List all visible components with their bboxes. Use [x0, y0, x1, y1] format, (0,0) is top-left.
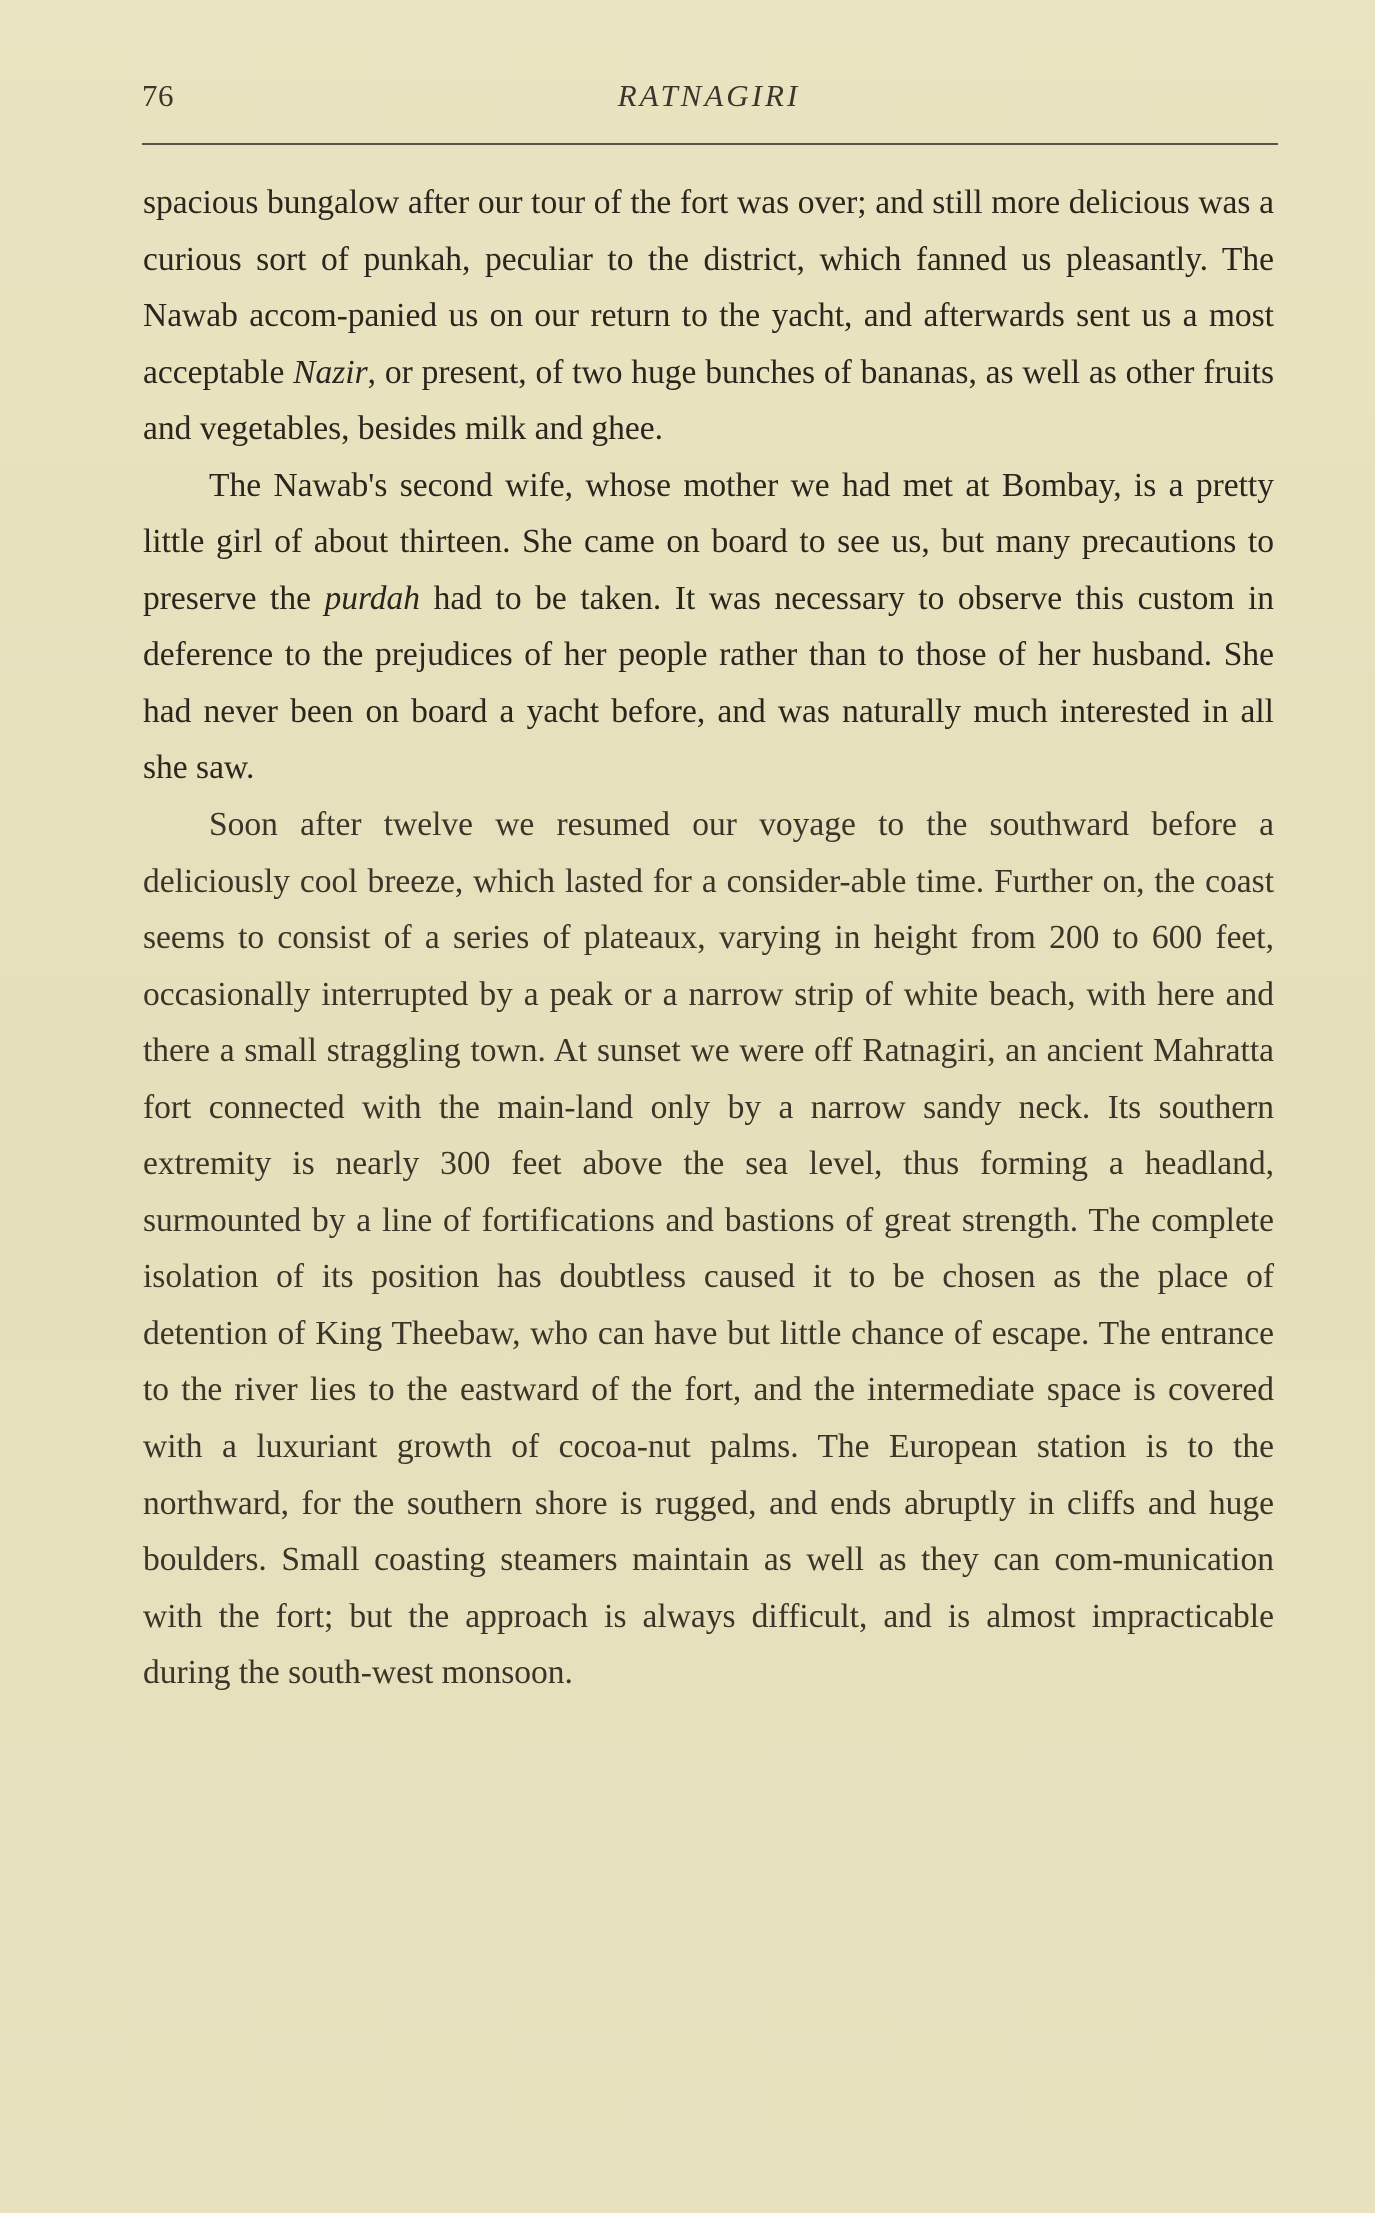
- paragraph-2-text-b: had to be taken. It was necessary to observe this custom in deference to the prejudices of her people rather than to those of her husband. She had never been on board a yacht before, and was naturally much interested in all she saw.: [143, 579, 1274, 787]
- running-head: RATNAGIRI: [617, 78, 801, 113]
- paragraph-1: [143, 175, 1274, 458]
- paragraph-1-text-a: spacious bungalow after our tour of the fort was over; and still more delicious was a curious sort of punkah, peculiar to the district, which fanned us pleasantly. The Nawab accom-panied us on our return to the yacht, and afterwards sent us a most acceptable: [143, 184, 1274, 391]
- page-header: [142, 78, 1276, 124]
- page-number: 76: [142, 78, 174, 113]
- header-rule: [142, 143, 1278, 145]
- paragraph-2: [143, 458, 1274, 797]
- paragraph-2-italic-term: purdah: [324, 579, 421, 617]
- body-text: [143, 175, 1274, 1702]
- paragraph-1-italic-term: Nazir: [293, 353, 368, 391]
- paragraph-2-text-a: The Nawab's second wife, whose mother we had met at Bombay, is a pretty little girl of about thirteen. She came on board to see us, but many precautions to preserve the: [143, 466, 1274, 617]
- paragraph-3: Soon after twelve we resumed our voyage to the southward before a deliciously cool breeze, which lasted for a consider-able time. Further on, the coast seems to consist of a series of plateaux, varying in height from 200 to 600 feet, occasionally interrupted by a peak or a narrow strip of white beach, with here and there a small straggling town. At sunset we were off Ratnagiri, an ancient Mahratta fort connected with the main-land only by a narrow sandy neck. Its southern extremity is nearly 300 feet above the sea level, thus forming a headland, surmounted by a line of fortifications and bastions of great strength. The complete isolation of its position has doubtless caused it to be chosen as the place of detention of King Theebaw, who can have but little chance of escape. The entrance to the river lies to the eastward of the fort, and the intermediate space is covered with a luxuriant growth of cocoa-nut palms. The European station is to the northward, for the southern shore is rugged, and ends abruptly in cliffs and huge boulders. Small coasting steamers maintain as well as they can com-munication with the fort; but the approach is always difficult, and is almost impracticable during the south-west monsoon.: [143, 806, 1274, 1692]
- paragraph-1-text-b: , or present, of two huge bunches of bananas, as well as other fruits and vegetables, besides milk and ghee.: [143, 353, 1274, 448]
